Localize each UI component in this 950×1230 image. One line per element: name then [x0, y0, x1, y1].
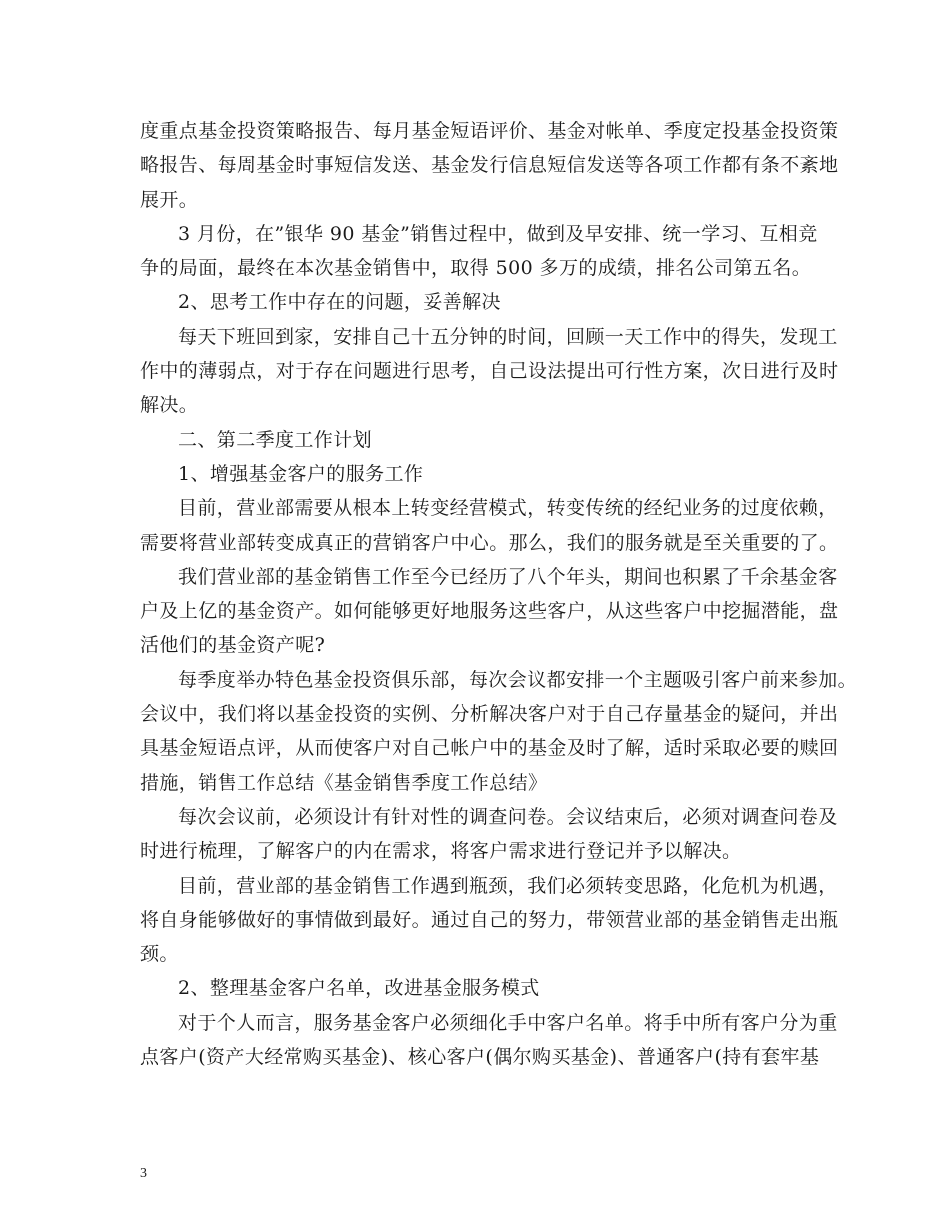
- text-line: 每次会议前，必须设计有针对性的调查问卷。会议结束后，必须对调查问卷及: [178, 805, 838, 828]
- text-line: 点客户(资产大经常购买基金)、核心客户(偶尔购买基金)、普通客户(持有套牢基: [140, 1046, 820, 1069]
- text-line: 具基金短语点评，从而使客户对自己帐户中的基金及时了解，适时采取必要的赎回: [140, 737, 839, 760]
- text-line: 活他们的基金资产呢?: [140, 634, 326, 657]
- text-line: 颈。: [140, 943, 179, 966]
- text-line: 目前，营业部需要从根本上转变经营模式，转变传统的经纪业务的过度依赖，: [178, 497, 838, 520]
- document-body: [140, 114, 858, 1074]
- text-line: 二、第二季度工作计划: [178, 428, 373, 451]
- text-line: 2、思考工作中存在的问题，妥善解决: [178, 291, 501, 314]
- text-line: 需要将营业部转变成真正的营销客户中心。那么，我们的服务就是至关重要的了。: [140, 531, 839, 554]
- text-line: 争的局面，最终在本次基金销售中，取得 500 多万的成绩，排名公司第五名。: [140, 257, 812, 280]
- text-line: 会议中，我们将以基金投资的实例、分析解决客户对于自己存量基金的疑问，并出: [140, 703, 839, 726]
- page-number: 3: [140, 1166, 147, 1181]
- text-line: 展开。: [140, 188, 199, 211]
- text-line: 度重点基金投资策略报告、每月基金短语评价、基金对帐单、季度定投基金投资策: [140, 120, 839, 142]
- text-line: 将自身能够做好的事情做到最好。通过自己的努力，带领营业部的基金销售走出瓶: [140, 908, 839, 931]
- text-line: 我们营业部的基金销售工作至今已经历了八个年头，期间也积累了千余基金客: [178, 565, 838, 588]
- text-line: 措施，销售工作总结《基金销售季度工作总结》: [140, 771, 548, 794]
- text-line: 作中的薄弱点，对于存在问题进行思考，自己设法提出可行性方案，次日进行及时: [140, 360, 839, 383]
- text-line: 2、整理基金客户名单，改进基金服务模式: [178, 977, 540, 1000]
- text-line: 户及上亿的基金资产。如何能够更好地服务这些客户，从这些客户中挖掘潜能，盘: [140, 600, 839, 623]
- text-line: 每季度举办特色基金投资俱乐部，每次会议都安排一个主题吸引客户前来参加。: [178, 668, 858, 691]
- text-line: 1、增强基金客户的服务工作: [178, 462, 424, 485]
- text-line: 3 月份，在”银华 90 基金”销售过程中，做到及早安排、统一学习、互相竞: [178, 222, 818, 245]
- text-line: 每天下班回到家，安排自己十五分钟的时间，回顾一天工作中的得失，发现工: [178, 325, 838, 348]
- text-line: 时进行梳理，了解客户的内在需求，将客户需求进行登记并予以解决。: [140, 840, 742, 863]
- text-line: 略报告、每周基金时事短信发送、基金发行信息短信发送等各项工作都有条不紊地: [140, 154, 839, 177]
- text-line: 目前，营业部的基金销售工作遇到瓶颈，我们必须转变思路，化危机为机遇，: [178, 874, 838, 897]
- text-line: 对于个人而言，服务基金客户必须细化手中客户名单。将手中所有客户分为重: [178, 1011, 838, 1034]
- text-line: 解决。: [140, 394, 199, 417]
